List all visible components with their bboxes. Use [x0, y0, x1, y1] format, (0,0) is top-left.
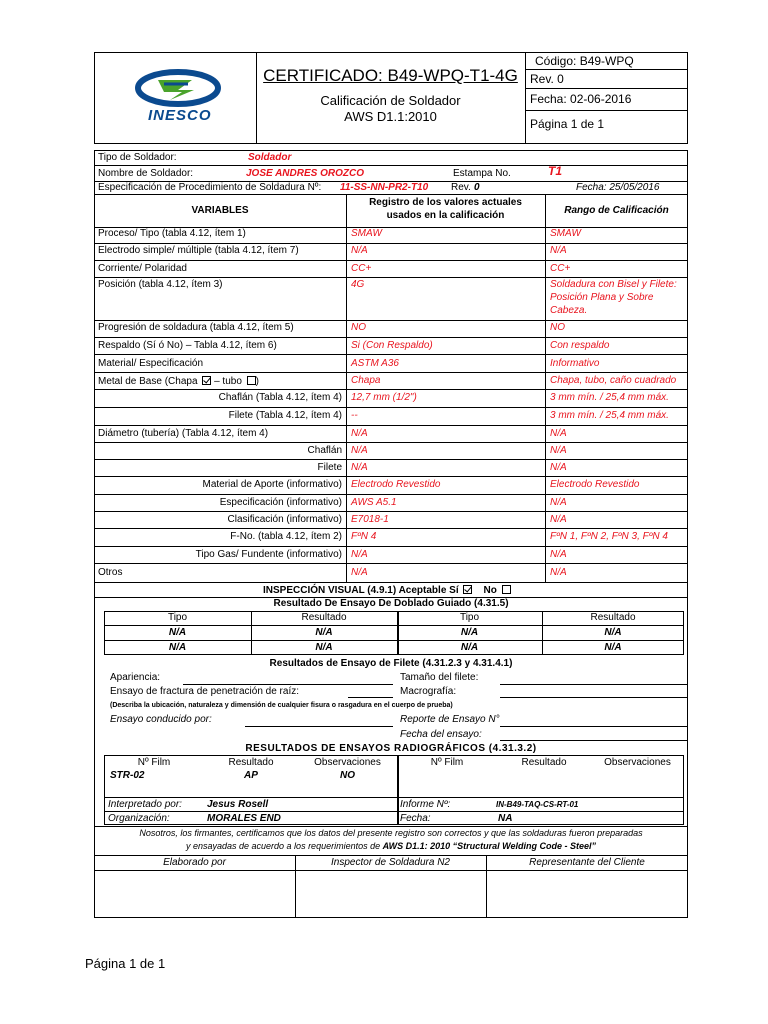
- variable-value: CC+: [351, 263, 372, 274]
- page-footer: Página 1 de 1: [85, 956, 166, 971]
- variable-range: CC+: [550, 263, 571, 274]
- wps-rev-label: Rev.: [451, 182, 471, 193]
- variable-range: N/A: [550, 567, 567, 578]
- variable-value: N/A: [351, 567, 368, 578]
- radio-date-value: NA: [498, 813, 513, 824]
- interpreted-by-label: Interpretado por:: [108, 799, 182, 810]
- variable-range: 3 mm mín. / 25,4 mm máx.: [550, 410, 669, 421]
- variable-range: Soldadura con Bisel y Filete:: [550, 279, 677, 290]
- plate-checkbox[interactable]: [202, 376, 211, 385]
- variable-value: SMAW: [351, 228, 382, 239]
- variable-label: Tipo Gas/ Fundente (informativo): [195, 549, 342, 560]
- bend-cell: N/A: [168, 627, 187, 638]
- test-report-label: Reporte de Ensayo N°: [400, 714, 500, 725]
- base-metal-label-mid: – tubo: [214, 376, 242, 387]
- welder-name-value: JOSE ANDRES OROZCO: [246, 168, 364, 179]
- variable-label: Chaflán: [307, 445, 342, 456]
- base-metal-label-end: ): [255, 376, 260, 387]
- variable-value: AWS A5.1: [351, 497, 397, 508]
- variable-range: N/A: [550, 462, 567, 473]
- welder-name-label: Nombre de Soldador:: [98, 168, 194, 179]
- wps-label: Especificación de Procedimiento de Soldadura Nº:: [98, 182, 322, 193]
- variable-range: Electrodo Revestido: [550, 479, 640, 490]
- variable-label: Electrodo simple/ múltiple (tabla 4.12, ítem 7): [98, 245, 299, 256]
- certificate-standard: AWS D1.1:2010: [344, 109, 437, 124]
- root-fracture-label: Ensayo de fractura de penetración de raíz:: [110, 686, 300, 697]
- radio-header: Resultado: [521, 757, 567, 768]
- variable-value: NO: [351, 322, 366, 333]
- root-fracture-field[interactable]: [348, 697, 393, 698]
- signature-box-prepared[interactable]: [95, 871, 294, 917]
- variable-range: 3 mm mín. / 25,4 mm máx.: [550, 392, 669, 403]
- doc-rev: Rev. 0: [530, 72, 564, 86]
- radio-date-label: Fecha:: [400, 813, 431, 824]
- appearance-field[interactable]: [183, 684, 393, 685]
- variable-value: --: [351, 410, 358, 421]
- fillet-size-field[interactable]: [500, 684, 688, 685]
- variable-label: Corriente/ Polaridad: [98, 263, 187, 274]
- variable-value: N/A: [351, 462, 368, 473]
- welder-type-label: Tipo de Soldador:: [98, 152, 177, 163]
- bend-cell: N/A: [315, 642, 333, 653]
- visual-no-checkbox[interactable]: [502, 585, 511, 594]
- film-number: STR-02: [110, 770, 145, 781]
- variable-value: Chapa: [351, 375, 381, 386]
- bend-cell: N/A: [168, 642, 187, 653]
- variable-value: 12,7 mm (1/2"): [351, 392, 417, 403]
- variable-value: ASTM A36: [351, 358, 399, 369]
- signature-box-inspector[interactable]: [296, 871, 485, 917]
- wps-rev-value: 0: [474, 182, 480, 193]
- variable-range: Con respaldo: [550, 340, 610, 351]
- wps-value: 11-SS-NN-PR2-T10: [340, 182, 429, 193]
- welder-type-value: Soldador: [248, 152, 292, 163]
- variable-range: Chapa, tubo, caño cuadrado: [550, 375, 677, 386]
- variable-range: Informativo: [550, 358, 600, 369]
- bend-header: Resultado: [590, 612, 636, 623]
- bend-cell: N/A: [604, 627, 622, 638]
- variable-label: Otros: [98, 567, 123, 578]
- test-report-field[interactable]: [500, 726, 688, 727]
- certification-text-1: Nosotros, los firmantes, certificamos que los datos del presente registro son correctos y que las soldaduras fueron preparadas: [139, 828, 643, 838]
- bend-header: Tipo: [459, 612, 480, 623]
- test-date-label: Fecha del ensayo:: [400, 729, 482, 740]
- base-metal-label-start: Metal de Base (Chapa: [98, 376, 198, 387]
- stamp-value: T1: [548, 164, 563, 178]
- actual-values-header-1: Registro de los valores actuales: [369, 197, 522, 208]
- variable-label: F-No. (tabla 4.12, ítem 2): [230, 531, 342, 542]
- interpreted-by-value: Jesus Rosell: [207, 799, 269, 810]
- report-number-label: Informe Nº:: [400, 799, 451, 810]
- variable-value: FºN 4: [351, 531, 377, 542]
- radiographic-title: RESULTADOS DE ENSAYOS RADIOGRÁFICOS (4.31.3.2): [245, 743, 537, 754]
- variable-range: N/A: [550, 245, 567, 256]
- organization-value: MORALES END: [207, 813, 281, 824]
- variable-label: Respaldo (Sí ó No) – Tabla 4.12, ítem 6): [98, 340, 277, 351]
- macro-label: Macrografía:: [400, 686, 457, 697]
- test-date-field[interactable]: [500, 740, 688, 741]
- radio-header: Observaciones: [604, 757, 671, 768]
- variable-label: Posición (tabla 4.12, ítem 3): [98, 279, 223, 290]
- stamp-label: Estampa No.: [453, 168, 511, 179]
- certification-text-2a: y ensayadas de acuerdo a los requerimientos de: [185, 841, 381, 851]
- variable-value: E7018-1: [351, 514, 389, 525]
- variable-range: N/A: [550, 549, 567, 560]
- bend-cell: N/A: [604, 642, 622, 653]
- variable-range: SMAW: [550, 228, 581, 239]
- visual-yes-checkbox[interactable]: [463, 585, 472, 594]
- variable-range: N/A: [550, 497, 567, 508]
- bend-header: Resultado: [301, 612, 347, 623]
- variable-value: 4G: [351, 279, 365, 290]
- variable-range: N/A: [550, 514, 567, 525]
- variable-range-line2: Posición Plana y Sobre: [550, 292, 654, 303]
- pipe-checkbox[interactable]: [247, 376, 256, 385]
- variables-header: VARIABLES: [191, 205, 249, 216]
- organization-label: Organización:: [108, 813, 170, 824]
- doc-date: Fecha: 02-06-2016: [530, 92, 632, 106]
- radio-header: Nº Film: [430, 757, 464, 768]
- variable-label: Filete: [317, 462, 342, 473]
- radio-header: Observaciones: [314, 757, 381, 768]
- bend-test-title: Resultado De Ensayo De Doblado Guiado (4.31.5): [273, 598, 509, 609]
- variable-label-base-metal: [98, 376, 259, 387]
- certification-standard: AWS D1.1: 2010 “Structural Welding Code - Steel”: [382, 841, 597, 851]
- company-name: INESCO: [148, 107, 212, 124]
- radio-header: Nº Film: [137, 757, 171, 768]
- doc-code: Código: B49-WPQ: [535, 54, 634, 68]
- film-result: AP: [244, 770, 258, 781]
- variable-value: N/A: [351, 445, 368, 456]
- doc-page: Página 1 de 1: [530, 117, 605, 131]
- variable-value: N/A: [351, 245, 368, 256]
- signature-prepared-by: Elaborado por: [163, 857, 226, 868]
- variable-label: Diámetro (tubería) (Tabla 4.12, ítem 4): [98, 428, 269, 439]
- radio-header: Resultado: [228, 757, 274, 768]
- variable-label: Especificación (informativo): [219, 497, 342, 508]
- fillet-test-title: Resultados de Ensayo de Filete (4.31.2.3 y 4.31.4.1): [269, 658, 513, 669]
- variable-value: N/A: [351, 549, 368, 560]
- variable-range: FºN 1, FºN 2, FºN 3, FºN 4: [550, 531, 668, 542]
- range-header: Rango de Calificación: [564, 205, 669, 216]
- visual-inspection: [263, 585, 511, 596]
- variable-value: N/A: [351, 428, 368, 439]
- bend-cell: N/A: [460, 627, 479, 638]
- appearance-label: Apariencia:: [110, 672, 161, 683]
- conducted-by-field[interactable]: [245, 726, 393, 727]
- signature-box-client[interactable]: [487, 871, 687, 917]
- film-observations: NO: [340, 770, 355, 781]
- variable-range: N/A: [550, 428, 567, 439]
- macro-field[interactable]: [500, 697, 688, 698]
- variable-label: Filete (Tabla 4.12, ítem 4): [228, 410, 342, 421]
- describe-note: (Describa la ubicación, naturaleza y dimensión de cualquier fisura o rasgadura en el cuerpo de prueba): [110, 702, 453, 709]
- variable-range-line3: Cabeza.: [550, 305, 588, 316]
- variable-label: Progresión de soldadura (tabla 4.12, ítem 5): [98, 322, 294, 333]
- wps-date: Fecha: 25/05/2016: [576, 182, 660, 193]
- variable-value: Electrodo Revestido: [351, 479, 441, 490]
- certificate-title: CERTIFICADO: B49-WPQ-T1-4G: [263, 66, 518, 85]
- variable-label: Material de Aporte (informativo): [202, 479, 342, 490]
- bend-cell: N/A: [315, 627, 333, 638]
- variable-label: Proceso/ Tipo (tabla 4.12, ítem 1): [98, 228, 246, 239]
- variable-value: Si (Con Respaldo): [351, 340, 433, 351]
- actual-values-header-2: usados en la calificación: [386, 210, 505, 221]
- certificate-subtitle: Calificación de Soldador: [320, 93, 461, 108]
- variable-label: Chaflán (Tabla 4.12, ítem 4): [218, 392, 342, 403]
- fillet-size-label: Tamaño del filete:: [400, 672, 479, 683]
- variable-range: N/A: [550, 445, 567, 456]
- visual-inspection-label: INSPECCIÓN VISUAL (4.9.1) Aceptable Sí: [263, 585, 459, 596]
- report-number-value: IN-B49-TAQ-CS-RT-01: [496, 800, 579, 809]
- variable-label: Material/ Especificación: [98, 358, 204, 369]
- variable-label: Clasificación (informativo): [227, 514, 342, 525]
- visual-no-label: No: [483, 585, 497, 596]
- bend-header: Tipo: [167, 612, 188, 623]
- signature-inspector: Inspector de Soldadura N2: [331, 857, 450, 868]
- signature-client-rep: Representante del Cliente: [529, 857, 645, 868]
- certification-text-2: [94, 842, 688, 851]
- conducted-by-label: Ensayo conducido por:: [110, 714, 212, 725]
- variable-range: NO: [550, 322, 565, 333]
- bend-cell: N/A: [460, 642, 479, 653]
